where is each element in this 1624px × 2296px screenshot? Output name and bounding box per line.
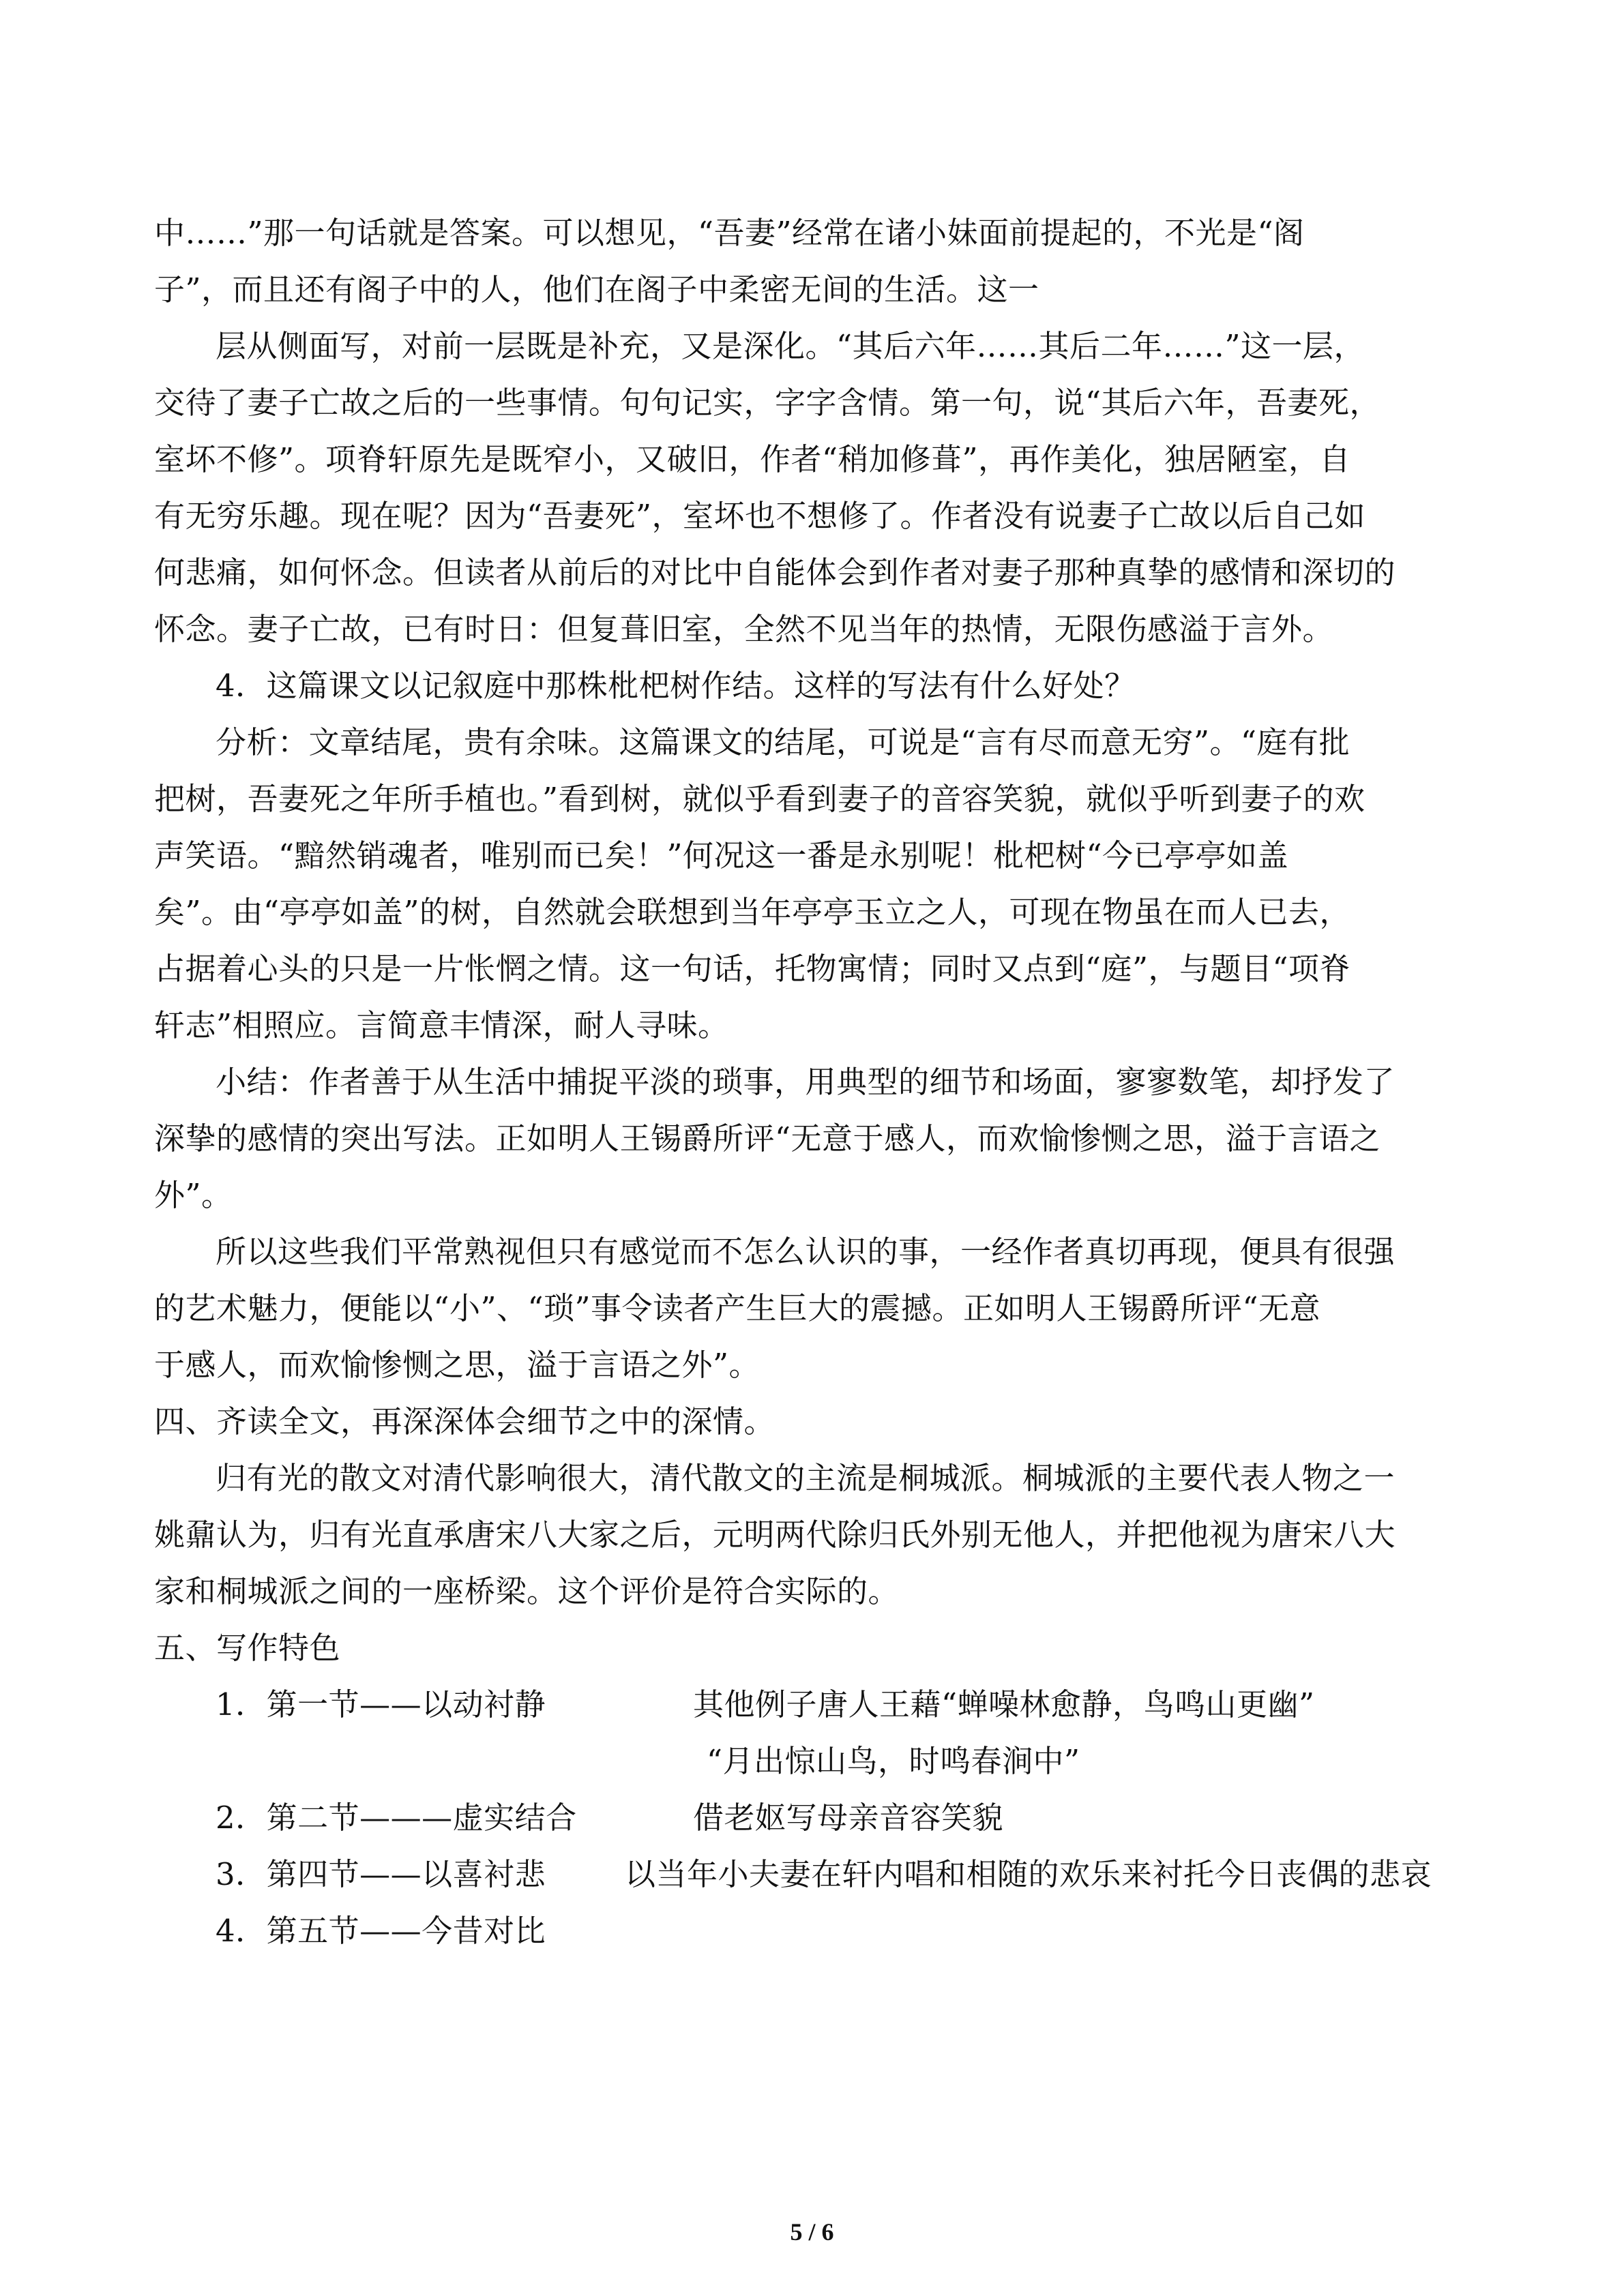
text-line: 小结：作者善于从生活中捕捉平淡的琐事，用典型的细节和场面，寥寥数笔，却抒发了 bbox=[216, 1064, 1396, 1100]
feature-note: 借老妪写母亲音容笑貌 bbox=[693, 1800, 1004, 1836]
text-line: 矣”。由“亭亭如盖”的树，自然就会联想到当年亭亭玉立之人，可现在物虽在而人已去， bbox=[154, 894, 1351, 930]
text-line: 室坏不修”。项脊轩原先是既窄小，又破旧，作者“稍加修葺”，再作美化，独居陋室，自 bbox=[154, 441, 1351, 477]
page-number: 5 / 6 bbox=[790, 2218, 834, 2246]
text-line: 怀念。妻子亡故，已有时日：但复葺旧室，全然不见当年的热情，无限伤感溢于言外。 bbox=[154, 611, 1334, 647]
text-line: 有无穷乐趣。现在呢？因为“吾妻死”，室坏也不想修了。作者没有说妻子亡故以后自己如 bbox=[154, 498, 1366, 534]
feature-note: 其他例子唐人王藉“蝉噪林愈静，鸟鸣山更幽” bbox=[693, 1686, 1315, 1723]
feature-note: 以当年小夫妻在轩内唱和相随的欢乐来衬托今日丧偶的悲哀 bbox=[625, 1856, 1432, 1892]
text-line: 何悲痛，如何怀念。但读者从前后的对比中自能体会到作者对妻子那种真挚的感情和深切的 bbox=[154, 554, 1396, 591]
feature-label: 1．第一节——以动衬静 bbox=[216, 1686, 546, 1723]
feature-note: “月出惊山鸟，时鸣春涧中” bbox=[707, 1743, 1080, 1779]
text-line: 层从侧面写，对前一层既是补充，又是深化。“其后六年……其后二年……”这一层， bbox=[216, 328, 1365, 364]
text-line: 深挚的感情的突出写法。正如明人王锡爵所评“无意于感人，而欢愉惨恻之思，溢于言语之 bbox=[154, 1120, 1381, 1157]
text-line: 交待了妻子亡故之后的一些事情。句句记实，字字含情。第一句，说“其后六年，吾妻死， bbox=[154, 385, 1381, 421]
text-line: 家和桐城派之间的一座桥梁。这个评价是符合实际的。 bbox=[154, 1573, 900, 1609]
feature-label: 4．第五节——今昔对比 bbox=[216, 1913, 546, 1949]
text-line: 姚鼐认为，归有光直承唐宋八大家之后，元明两代除归氏外别无他人，并把他视为唐宋八大 bbox=[154, 1517, 1396, 1553]
text-line: 分析：文章结尾，贵有余味。这篇课文的结尾，可说是“言有尽而意无穷”。“庭有批 bbox=[216, 724, 1350, 760]
text-line: 子”，而且还有阁子中的人，他们在阁子中柔密无间的生活。这一 bbox=[154, 271, 1039, 308]
feature-label: 3．第四节——以喜衬悲 bbox=[216, 1856, 546, 1892]
text-line: 占据着心头的只是一片怅惘之情。这一句话，托物寓情；同时又点到“庭”，与题目“项脊 bbox=[154, 951, 1351, 987]
text-line: 把树，吾妻死之年所手植也。”看到树，就似乎看到妻子的音容笑貌，就似乎听到妻子的欢 bbox=[154, 781, 1365, 817]
section-heading: 四、齐读全文，再深深体会细节之中的深情。 bbox=[154, 1403, 776, 1440]
text-line: 归有光的散文对清代影响很大，清代散文的主流是桐城派。桐城派的主要代表人物之一 bbox=[216, 1460, 1396, 1496]
text-line: 的艺术魅力，便能以“小”、“琐”事令读者产生巨大的震撼。正如明人王锡爵所评“无意 bbox=[154, 1290, 1321, 1326]
text-line: 轩志”相照应。言简意丰情深，耐人寻味。 bbox=[154, 1007, 729, 1043]
question-heading: 4．这篇课文以记叙庭中那株枇杷树作结。这样的写法有什么好处？ bbox=[216, 668, 1136, 704]
text-line: 声笑语。“黯然销魂者，唯别而已矣！”何况这一番是永别呢！枇杷树“今已亭亭如盖 bbox=[154, 837, 1289, 874]
feature-label: 2．第二节———虚实结合 bbox=[216, 1800, 577, 1836]
section-heading: 五、写作特色 bbox=[154, 1630, 341, 1666]
text-line: 于感人，而欢愉惨恻之思，溢于言语之外”。 bbox=[154, 1347, 761, 1383]
text-line: 外”。 bbox=[154, 1177, 233, 1213]
text-line: 中……”那一句话就是答案。可以想见，“吾妻”经常在诸小妹面前提起的，不光是“阁 bbox=[154, 215, 1305, 251]
text-line: 所以这些我们平常熟视但只有感觉而不怎么认识的事，一经作者真切再现，便具有很强 bbox=[216, 1234, 1396, 1270]
